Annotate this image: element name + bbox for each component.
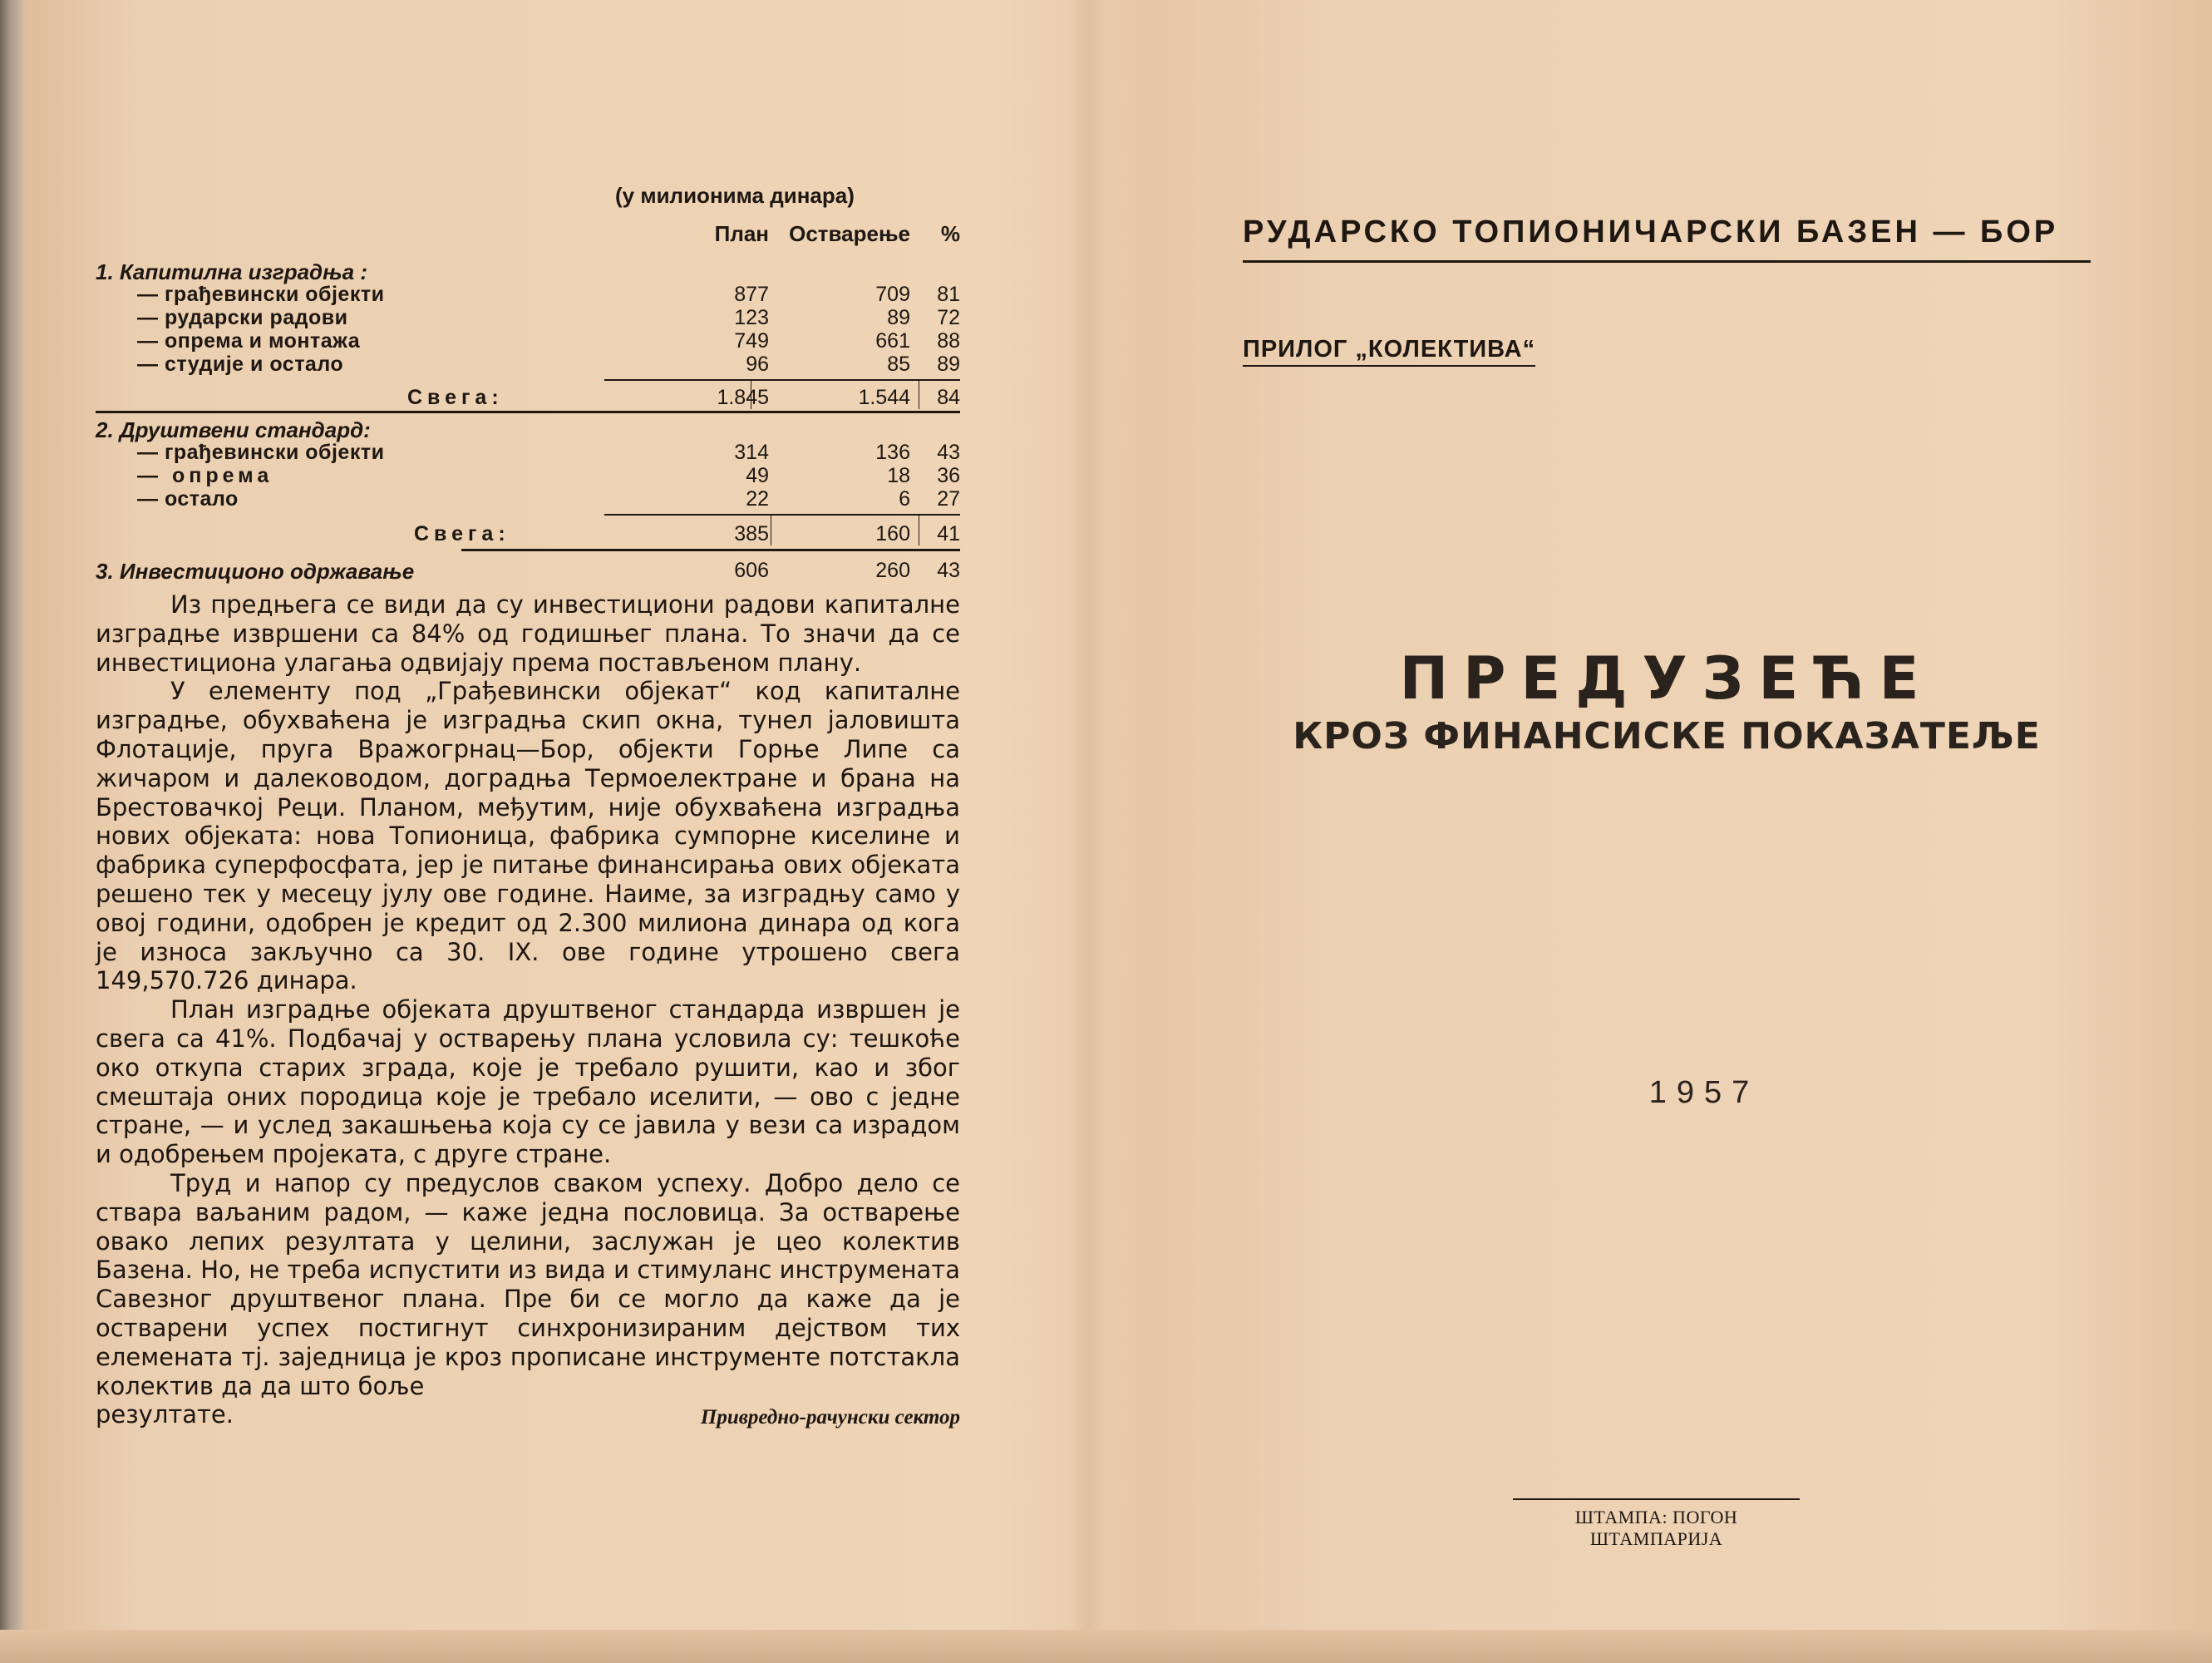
organization-title: РУДАРСКО ТОПИОНИЧАРСКИ БАЗЕН — БОР bbox=[1243, 215, 2059, 249]
closing-line bbox=[96, 1400, 960, 1430]
table-row: — студије и остало 96 85 89 bbox=[137, 353, 960, 376]
printer-rule bbox=[1513, 1498, 1800, 1500]
paragraph: Труд и напор су предуслов сваком успеху. Добро дело се ствара ваљаним радом, — каже једна пословица. За остварење овако лепих резултата у целини, заслужан је цео колектив Базена. Но, не треба испустити из вида и стимуланс инструмената Савезног друштвеног плана. Пре би се могло да каже да је остварени успех постигнут синхронизираним дејством тих елемената тј. заједница је кроз прописане инструменте потстакла колектив да да што боље bbox=[96, 1168, 960, 1400]
section-title: 2. Друштвени стандард: bbox=[96, 417, 371, 442]
signature: Привредно-рачунски сектор bbox=[700, 1406, 960, 1429]
table-row: — остало 22 6 27 bbox=[137, 487, 960, 511]
table-row: — опрема и монтажа 749 661 88 bbox=[137, 329, 960, 353]
subtotal-rule bbox=[604, 379, 960, 381]
table-row: — рударски радови 123 89 72 bbox=[137, 306, 960, 329]
subtitle: КРОЗ ФИНАНСИСКЕ ПОКАЗАТЕЉЕ bbox=[1293, 715, 2041, 757]
investment-table bbox=[96, 183, 960, 599]
paragraph: Из предњега се види да су инвестициони радови капиталне изградње извршени са 84% од годишњег плана. То значи да се инвестициона улагања одвијају према постављеном плану. bbox=[96, 590, 960, 677]
total-row: Свега: 1.845 1.544 84 bbox=[407, 386, 960, 409]
total-row: Свега: 385 160 41 bbox=[414, 522, 960, 545]
bottom-edge bbox=[0, 1630, 2212, 1663]
year: 1957 bbox=[1648, 1075, 1760, 1110]
table-row: — грађевински објекти 314 136 43 bbox=[137, 441, 960, 464]
table-row: — опрема 49 18 36 bbox=[137, 464, 960, 487]
table-row: 3. Инвестиционо одржавање 606 260 43 bbox=[96, 559, 960, 584]
supplement-label: ПРИЛОГ „КОЛЕКТИВА“ bbox=[1243, 336, 1535, 367]
section-rule bbox=[461, 549, 960, 551]
organization-rule bbox=[1243, 260, 2091, 263]
paragraph: У елементу под „Грађевински објекат“ код капиталне изградње, обухваћена је изградња скип окна, тунел јаловишта Флотације, пруга Вражогрнац—Бор, објекти Горње Липе са жичаром и далеководом, доградња Термоелектране и брана на Брестовачкој Реци. Планом, међутим, није обухваћена изградња нових објеката: нова Топионица, фабрика сумпорне киселине и фабрика суперфосфата, јер је питање финансирања ових објеката решено тек у месецу јулу ове године. Наиме, за изградњу само у овој години, одобрен је кредит од 2.300 милиона динара од кога је износа закључно са 30. IX. ове године утрошено свега 149,570.726 динара. bbox=[96, 677, 960, 995]
col-head-realized: Остварење bbox=[789, 221, 910, 246]
main-title: ПРЕДУЗЕЋЕ bbox=[1399, 644, 1934, 713]
section-title: 1. Капитилна изградња : bbox=[96, 259, 368, 284]
closing-word: резултате. bbox=[96, 1400, 234, 1429]
col-head-percent: % bbox=[940, 221, 960, 246]
binding-edge bbox=[0, 0, 25, 1663]
page-gutter bbox=[1072, 0, 1106, 1663]
section-rule bbox=[96, 411, 960, 413]
table-row: — грађевински објекти 877 709 81 bbox=[137, 283, 960, 306]
article-text bbox=[96, 590, 960, 1430]
table-caption: (у милионима динара) bbox=[615, 183, 855, 208]
subtotal-rule bbox=[604, 514, 960, 516]
paragraph: План изградње објеката друштвеног стандарда извршен је свега са 41%. Подбачај у остварењу плана условила су: тешкоће око откупа старих зграда, које је требало рушити, као и због смештаја оних породица које је требало иселити, — ово с једне стране, — и услед закашњења која су се јавила у вези са израдом и одобрењем пројеката, с друге стране. bbox=[96, 995, 960, 1169]
col-head-plan: План bbox=[714, 221, 769, 246]
printer-credit: ШТАМПА: ПОГОН ШТАМПАРИЈА bbox=[1574, 1507, 1738, 1549]
